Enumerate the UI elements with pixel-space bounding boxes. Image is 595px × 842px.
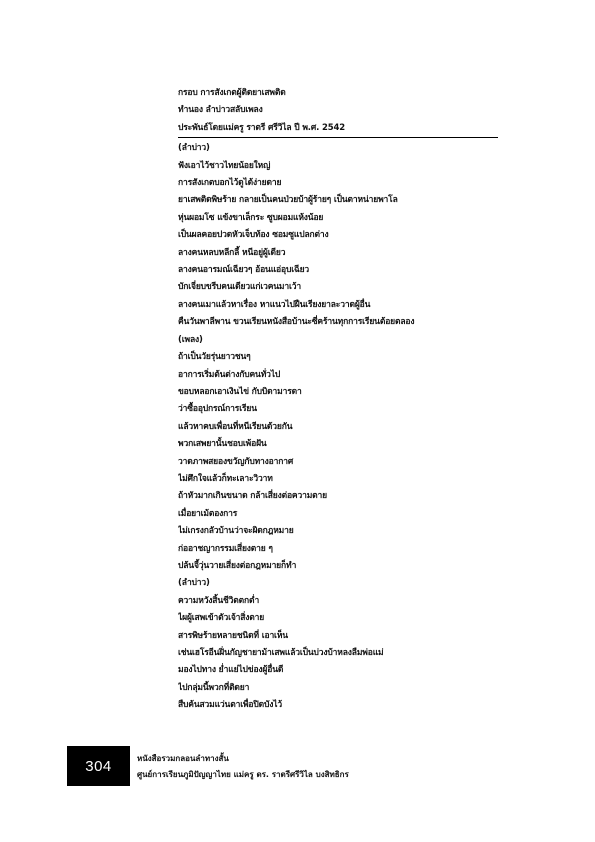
footer-text: [137, 751, 349, 783]
poem-author: ประพันธ์โดยแม่ครู ราตรี ศรีวิไล ปี พ.ศ. 2542: [178, 122, 346, 133]
poem-line: ลางคนอารมณ์เฉียวๆ อ้อนแอ่อุบเฉียว: [178, 265, 310, 276]
poem-line: ไม่เกรงกลัวบ้านว่าจะผิดกฎหมาย: [178, 526, 294, 537]
poem-melody: ทำนอง ลำบ่าวสลับเพลง: [178, 105, 263, 116]
poem-line: ไผผู้เสพเข้าตัวเจ้าสิ่งตาย: [178, 613, 265, 624]
poem-line: ถ้าเป็นวัยรุ่นยาวชนๆ: [178, 352, 251, 363]
poem-line: คืนวันพาลีพาน ขวนเรียนหนังสือบ้านะซี่คร้านทุกการเรียนต้อยตลอง: [178, 317, 415, 328]
publisher: ศูนย์การเรียนภูมิปัญญาไทย แม่ครู ดร. ราตรีศรีวิไล บงสิทธิกร: [137, 770, 349, 779]
poem-line: (เพลง): [178, 334, 203, 345]
poem-line: เช่นเฮโรอีนฝิ่นกัญชายาม้าเสพแล้วเป็นบ่วงบ้าหลงลืมพ่อแม่: [178, 648, 384, 658]
poem-line: สืบค้นสวมแว่นตาเพื่อปิดบังไว้: [178, 700, 282, 711]
page-number: 304: [67, 746, 130, 786]
poem-line: ลางคนเมาแล้วหาเรื่อง หาแนวไปฝืนเรียงยาละวาดผู้อื่น: [178, 299, 371, 310]
poem-line: ว่าซื้ออุปกรณ์การเรียน: [178, 404, 257, 415]
poem-line: เป็นผลคอยปวดหัวเจ็บท้อง ซอมซูแปลกต่าง: [178, 230, 329, 241]
poem-line: ไม่ศึกใจแล้วก็ทะเลาะวิวาท: [178, 473, 273, 484]
poem-line: การสังเกตบอกไว้ดูได้ง่ายดาย: [178, 178, 282, 189]
poem-header: [178, 85, 498, 137]
poem-line: ความหวังสิ้นชีวิตตกต่ำ: [178, 595, 260, 606]
poem-line: (ลำบ่าว): [178, 143, 210, 154]
poem-line: ถ้าหัวมากเกินขนาด กล้าเสี่ยงต่อความตาย: [178, 491, 327, 502]
poem-line: มองไปทาง ย่ำแย่ไปข่องผู้อื่นดี: [178, 665, 284, 676]
poem-line: อาการเริ่มต้นต่างกับคนทั่วไป: [178, 369, 281, 380]
poem-line: หุ่นผอมโซ แข้งขาเล็กระ ซูบผอมแห้งน้อย: [178, 212, 324, 223]
poem-line: วาดภาพสยองขวัญกับทางอากาศ: [178, 456, 294, 467]
poem-line: ก่ออาชญากรรมเสี่ยงตาย ๆ: [178, 543, 273, 554]
book-title: หนังสือรวมกลอนลำทางสั้น: [137, 754, 229, 763]
poem-line: พวกเสพยานั้นชอบเพ้อฝัน: [178, 439, 267, 450]
header-divider: [178, 137, 498, 138]
poem-title: กรอบ การสังเกตผู้ติดยาเสพติด: [178, 88, 286, 98]
poem-line: ปล้นจี้วุ่นวายเสี่ยงต่อกฎหมายก็ทำ: [178, 560, 297, 571]
poem-line: ยาเสพติดพิษร้าย กลายเป็นคนป่วยบ้าผู้ร้ายๆ เป็นตาหน่ายพาโล: [178, 195, 398, 206]
poem-line: ขอบหลอกเอาเงินไข่ กับบิดามารดา: [178, 386, 302, 397]
poem-content: [178, 85, 498, 715]
poem-line: ลางคนหลบหลีกลี้ หนีอยู่ผู้เดียว: [178, 247, 286, 258]
poem-line: สารพิษร้ายหลายชนิดที่ เอาเห็น: [178, 630, 288, 641]
poem-line: ไปกลุ่มนี้พวกที่ติดยา: [178, 682, 250, 693]
poem-line: แล้วหาคบเพื่อนที่หนีเรียนด้วยกัน: [178, 421, 293, 432]
page-footer: [67, 746, 487, 786]
poem-line: บักเจี่ยบขรีบคนเดียวแก่เวคนมาเว้า: [178, 282, 301, 293]
poem-line: ฟังเอาไว้ชาวไทยน้อยใหญ่: [178, 160, 271, 171]
poem-line: เมื่อยาเม้ตองการ: [178, 508, 238, 519]
poem-line: (ลำบ่าว): [178, 578, 210, 589]
